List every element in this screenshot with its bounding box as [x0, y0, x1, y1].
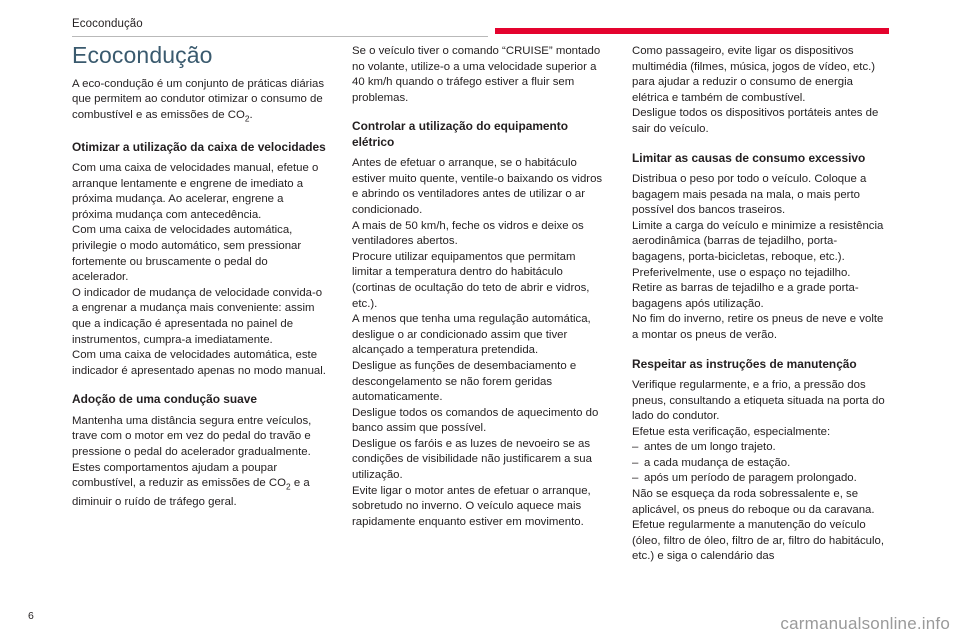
list-item-long-standstill — [632, 471, 886, 487]
paragraph-air-conditioning: A menos que tenha uma regulação automática, desligue o ar condicionado assim que tiver alcançado a temperatura pretendida. — [352, 313, 591, 357]
paragraph-vehicle-servicing: Efetue regularmente a manutenção do veículo (óleo, filtro de óleo, filtro de ar, filtro do habitáculo, etc.) e siga o calendário das — [632, 519, 885, 563]
paragraph-check-especially: Efetue esta verificação, especialmente: — [632, 425, 831, 438]
paragraph-indicator-manual-mode: Com uma caixa de velocidades automática, este indicador é apresentado apenas no modo manual. — [72, 349, 326, 377]
page-header — [0, 0, 960, 42]
section-heading-smooth-driving: Adoção de uma condução suave — [72, 392, 258, 407]
paragraph-weight-distribution: Distribua o peso por todo o veículo. Coloque a bagagem mais pesada na mala, o mais perto possível dos bancos traseiros. — [632, 172, 867, 217]
paragraph-aerodynamic-drag: Limite a carga do veículo e minimize a resistência aerodinâmica (barras de tejadilho, porta-bagagens, porta-bicicletas, reboque, etc.). Preferivelmente, use o espaço no tejadilho. — [632, 219, 884, 279]
column-right — [632, 44, 886, 565]
dash-icon: – — [632, 472, 639, 485]
list-item-before-long-trip — [632, 440, 886, 456]
paragraph-lights: Desligue os faróis e as luzes de nevoeiro se as condições de visibilidade não justificarem a sua utilização. — [352, 437, 592, 482]
paragraph-auto-gearbox: Com uma caixa de velocidades automática, privilegie o modo automático, sem pressionar fortemente ou bruscamente o pedal do acelerador. — [72, 224, 302, 284]
paragraph-engine-warmup: Evite ligar o motor antes de efetuar o arranque, sobretudo no inverno. O veículo aquece mais rapidamente enquanto estiver em movimento. — [352, 484, 591, 528]
co2-subscript: 2 — [244, 113, 250, 124]
header-accent-bar — [495, 28, 889, 34]
section-heading-maintenance: Respeitar as instruções de manutenção — [632, 356, 857, 371]
intro-paragraph — [72, 77, 326, 127]
paragraph-cruise-control: Se o veículo tiver o comando “CRUISE” montado no volante, utilize-o a uma velocidade superior a 40 km/h quando o tráfego estiver a fluir sem problemas. — [352, 45, 601, 104]
section-heading-gearbox: Otimizar a utilização da caixa de velocidades — [72, 139, 326, 154]
list-item-label: antes de um longo trajeto. — [644, 441, 776, 454]
list-item-label: a cada mudança de estação. — [644, 456, 791, 469]
section-heading-electrical-equipment: Controlar a utilização do equipamento elétrico — [352, 119, 569, 149]
column-left — [72, 44, 326, 511]
paragraph-demisting: Desligue as funções de desembaciamento e descongelamento se não forem geridas automaticamente. — [352, 359, 577, 404]
co2-subscript-2: 2 — [285, 481, 291, 492]
column-middle — [352, 44, 606, 530]
dash-icon: – — [632, 441, 639, 454]
paragraph-spare-wheel: Não se esqueça da roda sobressalente e, se aplicável, os pneus do reboque ou da caravana. — [632, 488, 875, 516]
dash-icon: – — [632, 456, 639, 469]
paragraph-fuel-saving — [72, 461, 326, 511]
paragraph-manual-gearbox: Com uma caixa de velocidades manual, efetue o arranque lentamente e engrene de imediato a próxima mudança. Ao acelerar, engrene a próxima mudança com antecedência. — [72, 162, 319, 221]
paragraph-tyre-pressure: Verifique regularmente, e a frio, a pressão dos pneus, consultando a etiqueta situada na porta do lado do condutor. — [632, 378, 885, 423]
paragraph-ventilate-cabin: Antes de efetuar o arranque, se o habitáculo estiver muito quente, ventile-o baixando os vidros e abrindo os ventiladores antes de utilizar o ar condicionado. — [352, 157, 603, 216]
running-title: Ecocondução — [72, 18, 143, 30]
list-item-season-change — [632, 456, 886, 472]
page-title: Ecocondução — [72, 42, 213, 68]
paragraph-remove-roof-bars: Retire as barras de tejadilho e a grade porta-bagagens após utilização. — [632, 282, 859, 310]
watermark: carmanualsonline.info — [780, 614, 950, 633]
header-divider — [72, 36, 488, 37]
paragraph-safe-distance: Mantenha uma distância segura entre veículos, trave com o motor em vez do pedal do travão e pressione o pedal do acelerador gradualmente. — [72, 414, 312, 458]
paragraph-seat-heating: Desligue todos os comandos de aquecimento do banco assim que possível. — [352, 406, 599, 435]
intro-text: A eco-condução é um conjunto de práticas diárias que permitem ao condutor otimizar o consumo de combustível e as emissões de CO — [72, 77, 325, 121]
section-heading-excess-consumption: Limitar as causas de consumo excessivo — [632, 150, 866, 165]
paragraph-winter-tyres: No fim do inverno, retire os pneus de neve e volte a montar os pneus de verão. — [632, 313, 884, 341]
paragraph-close-windows: A mais de 50 km/h, feche os vidros e deixe os ventiladores abertos. — [352, 219, 584, 248]
fuel-saving-text: Estes comportamentos ajudam a poupar combustível, a reduzir as emissões de CO — [72, 461, 286, 490]
paragraph-limit-temperature: Procure utilizar equipamentos que permitam limitar a temperatura dentro do habitáculo (cortinas de ocultação do teto de abrir e vidros, etc.). — [352, 250, 590, 310]
paragraph-portable-devices: Desligue todos os dispositivos portáteis antes de sair do veículo. — [632, 107, 879, 135]
intro-text-end: . — [249, 108, 253, 121]
page-number: 6 — [28, 610, 34, 622]
paragraph-multimedia: Como passageiro, evite ligar os dispositivos multimédia (filmes, música, jogos de vídeo, etc.) para ajudar a reduzir o consumo de energia elétrica e também de combustível. — [632, 45, 876, 104]
paragraph-gear-indicator: O indicador de mudança de velocidade convida-o a engrenar a mudança mais conveniente: assim que a indicação é apresentada no painel de instrumentos, cumpra-a imediatamente. — [72, 286, 323, 346]
list-item-label: após um período de paragem prolongado. — [644, 472, 857, 485]
fuel-saving-text-end: e a diminuir o ruído de tráfego geral. — [72, 477, 310, 509]
